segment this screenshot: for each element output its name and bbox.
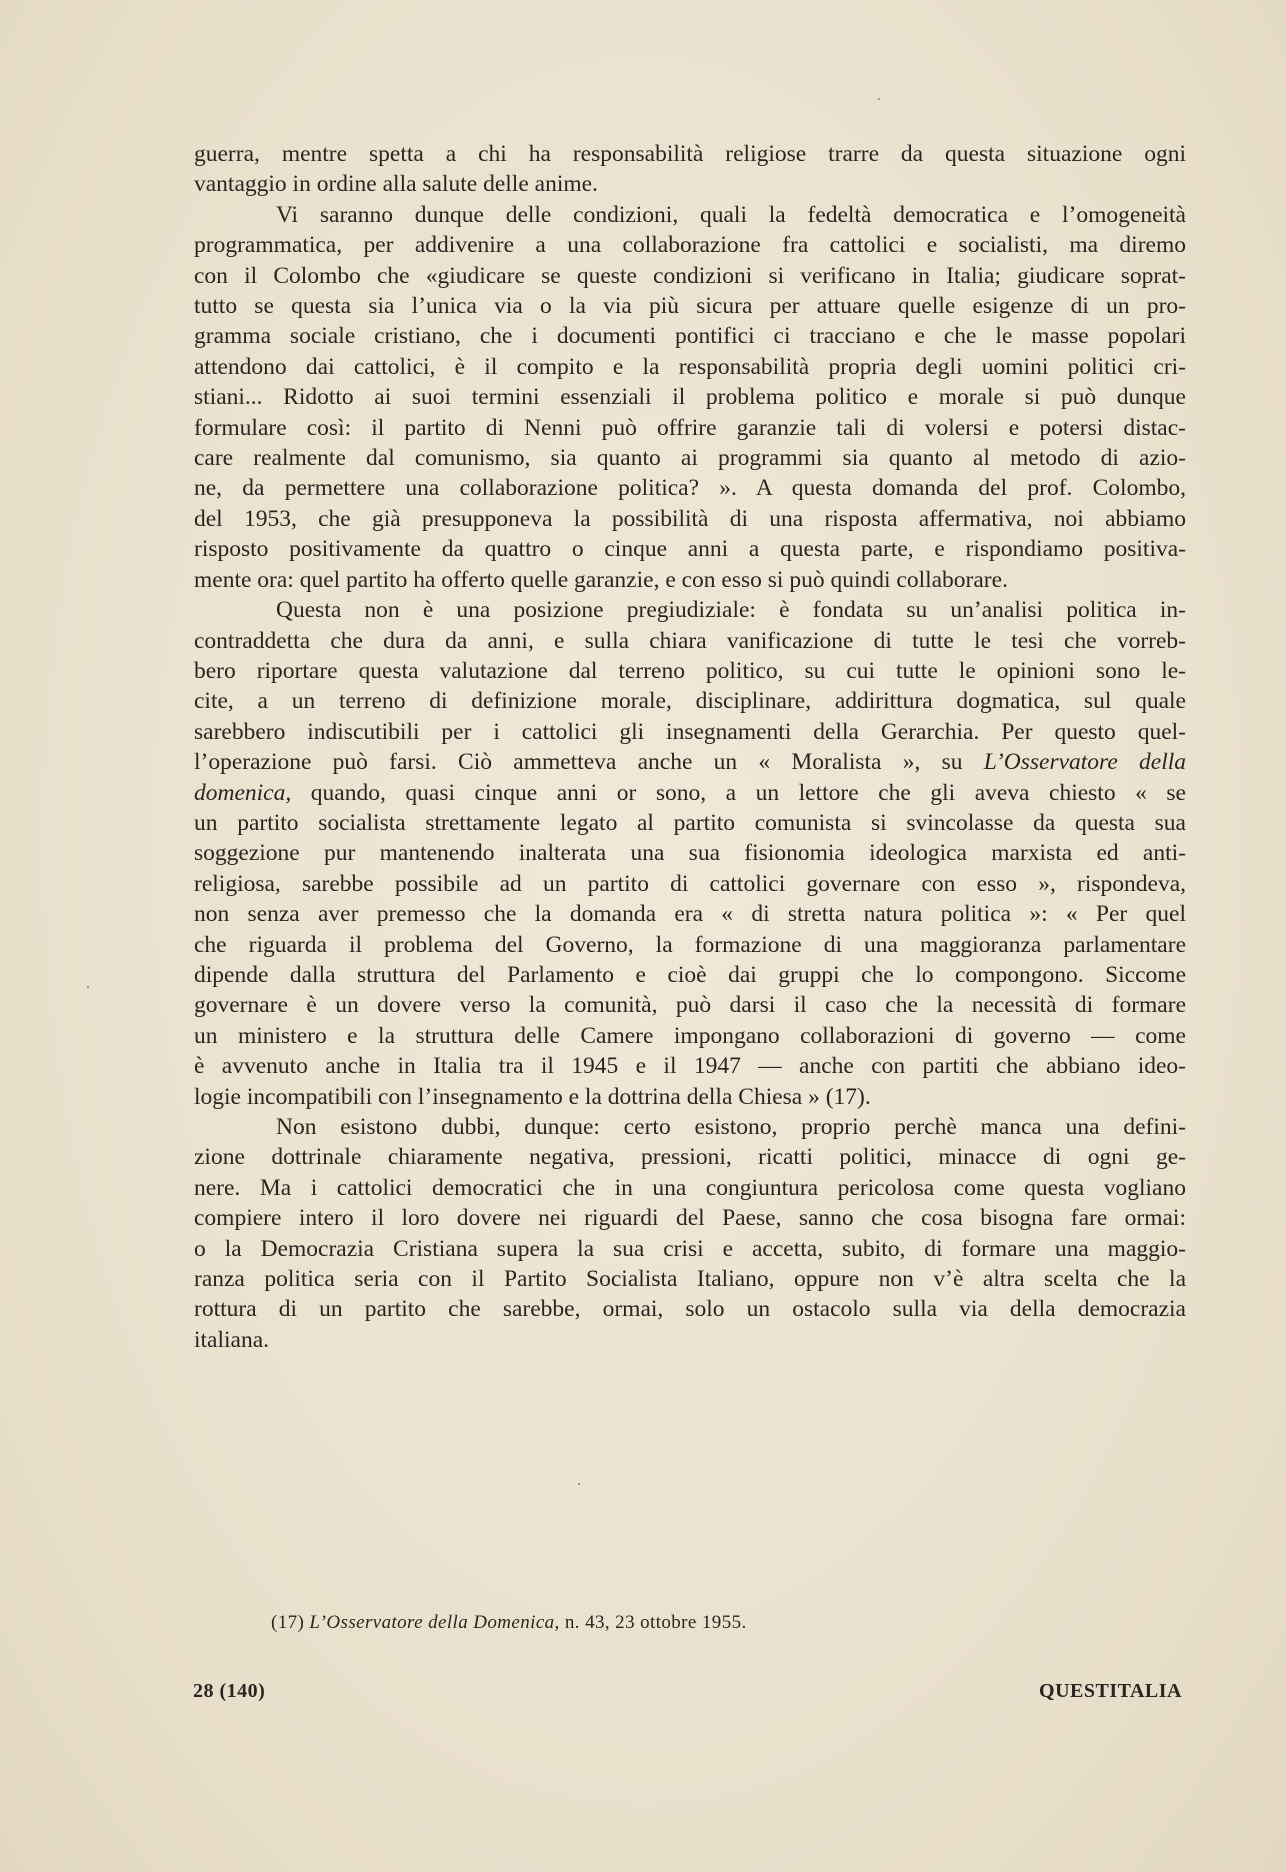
text-line: ranza politica seria con il Partito Socialista Italiano, oppure non v’è altra scelta che la (194, 1266, 1186, 1293)
paragraph (194, 1112, 1186, 1355)
text-line: guerra, mentre spetta a chi ha responsabilità religiose trarre da questa situazione ogni (194, 141, 1186, 167)
paragraph (194, 139, 1186, 200)
text-line: religiosa, sarebbe possibile ad un partito di cattolici governare con esso », rispondeva, (194, 870, 1186, 897)
text-line: care realmente dal comunismo, sia quanto ai programmi sia quanto al metodo di azio- (194, 445, 1186, 472)
footnote-number: (17) (271, 1612, 305, 1633)
text-line: domenica, quando, quasi cinque anni or sono, a un lettore che gli aveva chiesto « se (194, 779, 1186, 806)
text-line: non senza aver premesso che la domanda era « di stretta natura politica »: « Per quel (194, 901, 1186, 928)
text-line: dipende dalla struttura del Parlamento e cioè dai gruppi che lo compongono. Siccome (194, 961, 1186, 988)
text-line: un ministero e la struttura delle Camere impongano collaborazioni di governo — come (194, 1022, 1186, 1049)
text-line: è avvenuto anche in Italia tra il 1945 e il 1947 — anche con partiti che abbiano ideo- (194, 1053, 1186, 1080)
text-line: cite, a un terreno di definizione morale, disciplinare, addirittura dogmatica, sul quale (194, 688, 1186, 715)
text-line: formulare così: il partito di Nenni può offrire garanzie tali di volersi e potersi distac- (194, 414, 1186, 441)
text-line: contraddetta che dura da anni, e sulla chiara vanificazione di tutte le tesi che vorreb- (194, 627, 1186, 654)
text-line: Vi saranno dunque delle condizioni, quali la fedeltà democratica e l’omogeneità (276, 201, 1186, 228)
text-line: mente ora: quel partito ha offerto quelle garanzie, e con esso si può quindi collaborare. (194, 566, 1008, 593)
text-line: con il Colombo che «giudicare se queste condizioni si verificano in Italia; giudicare soprat- (194, 262, 1186, 289)
text-line: risposto positivamente da quattro o cinque anni a questa parte, e rispondiamo positiva- (194, 536, 1186, 563)
text-line: attendono dai cattolici, è il compito e la responsabilità propria degli uomini politici cri- (194, 353, 1186, 380)
text-line: vantaggio in ordine alla salute delle anime. (194, 171, 598, 198)
text-line: rottura di un partito che sarebbe, ormai, solo un ostacolo sulla via della democrazia (194, 1296, 1186, 1323)
periodical-title: domenica, (194, 779, 292, 806)
text-line: soggezione pur mantenendo inalterata una sua fisionomia ideologica marxista ed anti- (194, 840, 1186, 867)
text-line: zione dottrinale chiaramente negativa, pressioni, ricatti politici, minacce di ogni ge- (194, 1144, 1186, 1171)
text-line: bero riportare questa valutazione dal terreno politico, su cui tutte le opinioni sono le- (194, 657, 1186, 684)
paragraph (194, 200, 1186, 595)
paragraph (194, 595, 1186, 1112)
text-line: che riguarda il problema del Governo, la formazione di una maggioranza parlamentare (194, 931, 1186, 958)
text-line: o la Democrazia Cristiana supera la sua crisi e accetta, subito, di formare una maggio- (194, 1235, 1186, 1262)
text-line: sarebbero indiscutibili per i cattolici gli insegnamenti della Gerarchia. Per questo quel- (194, 718, 1186, 745)
text-line: nere. Ma i cattolici democratici che in una congiuntura pericolosa come questa vogliano (194, 1174, 1186, 1201)
paper-speck (878, 98, 880, 100)
text-line: compiere intero il loro dovere nei riguardi del Paese, sanno che cosa bisogna fare ormai: (194, 1205, 1186, 1232)
text-line: Non esistono dubbi, dunque: certo esistono, proprio perchè manca una defini- (276, 1114, 1186, 1140)
footnote-details: n. 43, 23 ottobre 1955. (564, 1612, 747, 1633)
text-line: del 1953, che già presupponeva la possibilità di una risposta affermativa, noi abbiamo (194, 505, 1186, 532)
paper-speck (578, 1483, 580, 1485)
text-line: stiani... Ridotto ai suoi termini essenziali il problema politico e morale si può dunque (194, 384, 1186, 411)
text-line: gramma sociale cristiano, che i documenti pontifici ci tracciano e che le masse popolari (194, 323, 1186, 350)
page-number: 28 (140) (193, 1680, 266, 1702)
text-line: Questa non è una posizione pregiudiziale: è fondata su un’analisi politica in- (276, 597, 1186, 624)
text-line: ne, da permettere una collaborazione politica? ». A questa domanda del prof. Colombo, (194, 475, 1186, 502)
running-head: QUESTITALIA (1039, 1680, 1182, 1702)
text-line: logie incompatibili con l’insegnamento e la dottrina della Chiesa » (17). (194, 1083, 871, 1110)
text-line: un partito socialista strettamente legato al partito comunista si svincolasse da questa sua (194, 809, 1186, 836)
text-line: l’operazione può farsi. Ciò ammetteva anche un « Moralista », su L’Osservatore della (194, 749, 1186, 776)
text-line: tutto se questa sia l’unica via o la via più sicura per attuare quelle esigenze di un pro- (194, 293, 1186, 320)
body-text (194, 139, 1186, 1355)
text-line: governare è un dovere verso la comunità, può darsi il caso che la necessità di formare (194, 992, 1186, 1019)
text-line: italiana. (194, 1326, 270, 1353)
footnote-source: L’Osservatore della Domenica, (309, 1612, 560, 1633)
footnote (271, 1612, 747, 1634)
text-line: programmatica, per addivenire a una collaborazione fra cattolici e socialisti, ma diremo (194, 232, 1186, 259)
periodical-title: L’Osservatore della (983, 749, 1186, 776)
paper-speck (87, 986, 89, 988)
